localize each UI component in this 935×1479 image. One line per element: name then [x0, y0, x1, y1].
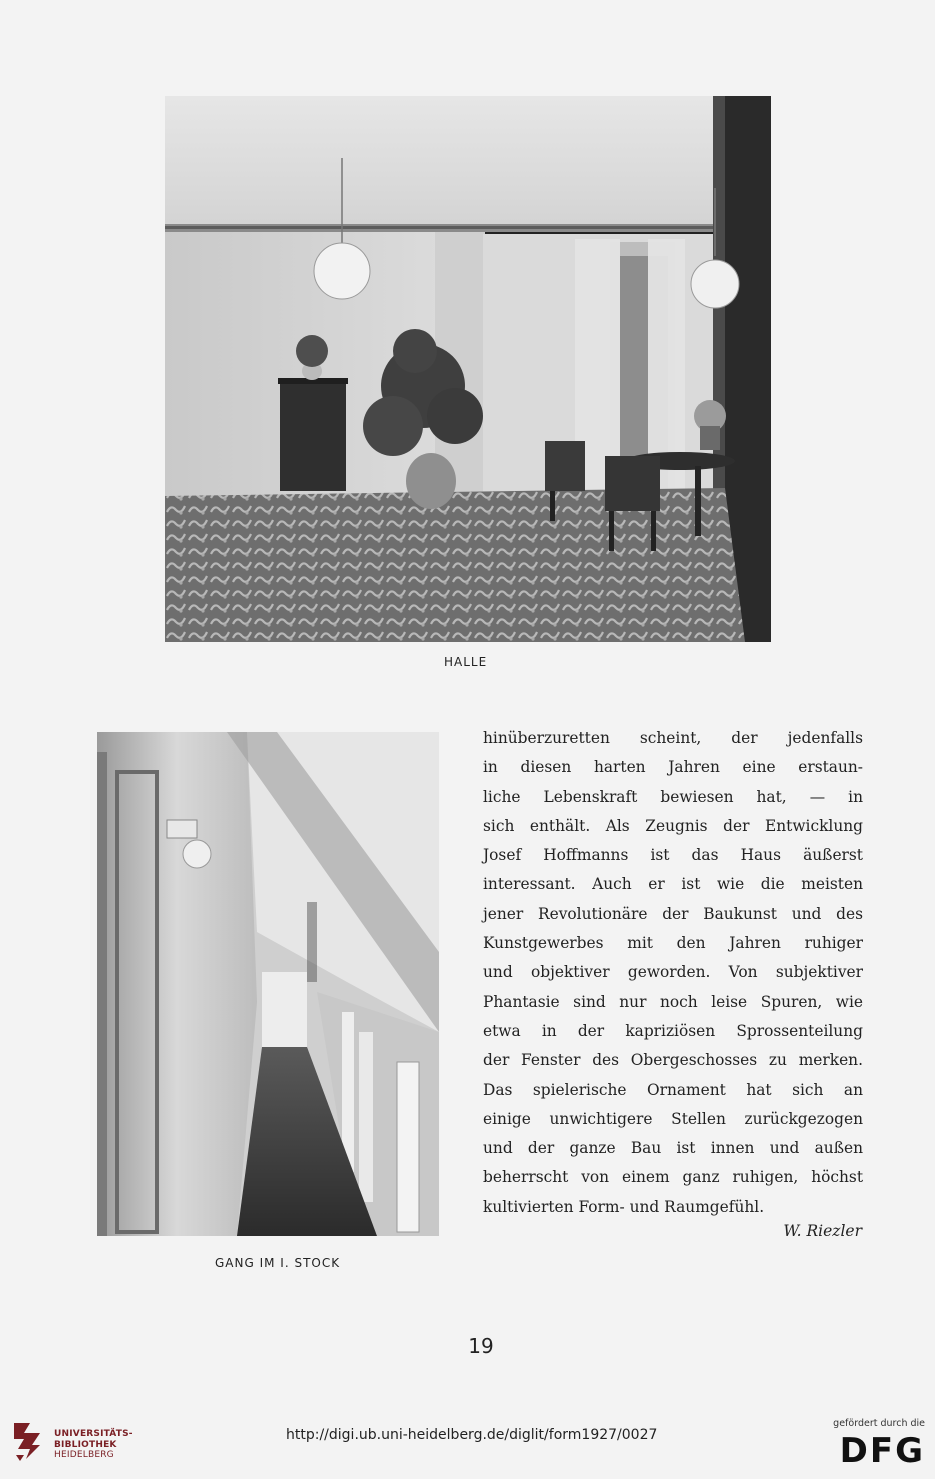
article-line: interessant. Auch er ist wie die meisten	[483, 875, 863, 894]
page-number: 19	[468, 1334, 494, 1358]
article-line: und objektiver geworden. Von subjektiver	[483, 963, 863, 982]
library-name-line: BIBLIOTHEK	[54, 1439, 117, 1450]
article-line: Phantasie sind nur noch leise Spuren, wie	[483, 992, 863, 1011]
gang-photo-drawing	[97, 732, 439, 1236]
halle-caption: HALLE	[444, 655, 488, 669]
article-line: der Fenster des Obergeschosses zu merken.	[483, 1051, 863, 1070]
source-url-link[interactable]: http://digi.ub.uni-heidelberg.de/diglit/form1927/0027	[286, 1427, 658, 1443]
library-name	[54, 1429, 133, 1461]
article-line: Kunstgewerbes mit den Jahren ruhiger	[483, 934, 863, 953]
library-emblem-icon	[10, 1419, 46, 1463]
gang-caption: GANG IM I. STOCK	[215, 1256, 341, 1270]
library-name-line: UNIVERSITÄTS-	[54, 1429, 133, 1439]
library-name-line: HEIDELBERG	[54, 1450, 114, 1460]
article-line: Josef Hoffmanns ist das Haus äußerst	[483, 846, 863, 865]
halle-photo-drawing	[165, 96, 771, 642]
dfg-logo: DFG	[839, 1431, 925, 1471]
article-line: liche Lebenskraft bewiesen hat, — in	[483, 787, 863, 806]
article-line: hinüberzuretten scheint, der jedenfalls	[483, 729, 863, 747]
article-line: einige unwichtigere Stellen zurückgezogen	[483, 1109, 863, 1128]
article-line: kultivierten Form- und Raumgefühl.	[483, 1197, 765, 1216]
article-line: Das spielerische Ornament hat sich an	[483, 1080, 863, 1099]
dfg-funding[interactable]	[830, 1418, 925, 1471]
funding-text: gefördert durch die	[833, 1418, 925, 1429]
article-line: etwa in der kapriziösen Sprossenteilung	[483, 1021, 863, 1040]
article-line: in diesen harten Jahren eine erstaun-	[483, 758, 863, 777]
article-line: sich enthält. Als Zeugnis der Entwicklung	[483, 816, 863, 835]
article-text	[483, 724, 863, 1222]
article-line: beherrscht von einem ganz ruhigen, höchst	[483, 1168, 863, 1187]
halle-photo	[165, 96, 771, 642]
gang-photo	[97, 732, 439, 1236]
article-line: und der ganze Bau ist innen und außen	[483, 1139, 863, 1158]
article-line: jener Revolutionäre der Baukunst und des	[483, 904, 863, 923]
article-author: W. Riezler	[783, 1222, 862, 1240]
library-logo[interactable]	[10, 1415, 140, 1471]
